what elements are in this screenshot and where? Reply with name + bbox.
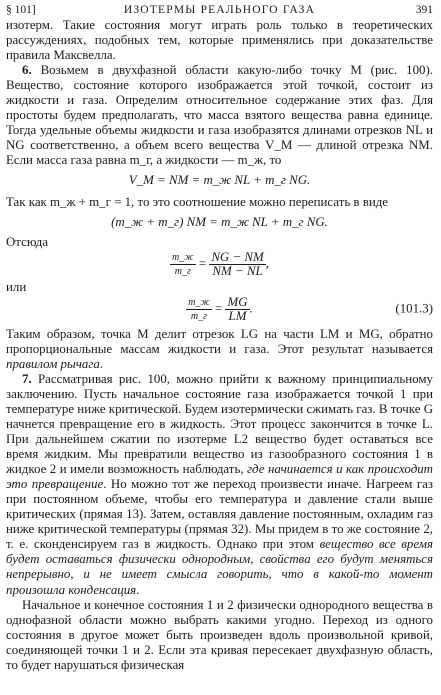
equation-1: V_M = NM = m_ж NL + m_г NG. bbox=[128, 173, 311, 188]
equation-number: (101.3) bbox=[395, 301, 433, 316]
page-header bbox=[6, 4, 433, 18]
paragraph-6 bbox=[6, 63, 433, 168]
paragraph-final: Начальное и конечное состояния 1 и 2 физически однородного вещества в однофазной области можно выбрать какими угодно. Переход из одного состояния в другое может быть произведен вдоль произвольной кривой, соединяющей точки 1 и 2. Если эта кривая пересекает двухфазную область, то будет нарушаться физическая bbox=[6, 597, 433, 672]
running-title: ИЗОТЕРМЫ РЕАЛЬНОГО ГАЗА bbox=[123, 4, 316, 16]
paragraph-7: 7. Рассматривая рис. 100, можно прийти к важному принципиальному заключению. Пусть начальное состояние газа изображается точкой 1 при температуре ниже критической. Будем изотермически сжимать газ. В точке G начнется превращение его в жидкость. Этот процесс закончится в точке L. При дальнейшем сжатии по изотерме L2 вещество будет оставаться все время жидким. Мы превратили вещество из газообразного состояния 1 в жидкое 2 и имели возможность наблюдать, где начинается и как происходит это превращение. Но можно тот же переход произвести иначе. Нагреем газ при постоянном объеме, чтобы его температура и давление стали выше критических (прямая 13). Затем, оставляя давление постоянным, охладим газ ниже критической температуры (прямая 32). Мы придем в то же состояние 2, т. е. сконденсируем газ в жидкость. Однако при этом вещество все время будет оставаться физически однородным, свойства его будут меняться непрерывно, и не имеет смысла говорить, что в какой-то момент произошла конденсация. bbox=[6, 371, 433, 597]
paragraph-rewrite: Так как m_ж + m_г = 1, то это соотношение можно переписать в виде bbox=[6, 194, 389, 209]
eq4-lhs-fraction: $\frac{m\_ж}{m\_г}$ bbox=[188, 296, 210, 322]
lever-rule-term: правилом рычага bbox=[6, 356, 100, 371]
eq3-rhs-fraction: $\frac{NG - NM}{NM - NL}$ bbox=[211, 249, 264, 278]
paragraph-6-text: Возьмем в двухфазной области какую-либо точку M (рис. 100). Вещество, состояние которого изображается этой точкой, состоит из жидкости и газа. Определим относительное содержание этих фаз. Для простоты будем предполагать, что масса взятого вещества равна единице. Тогда удельные объемы жидкости и газа изобразятся длинами отрезков NL и NG соответственно, а объем всего вещества V_M — длиной отрезка NM. Если масса газа равна m_г, а жидкости — m_ж, то bbox=[6, 63, 433, 168]
emphasis-1: где начинается и как происходит это превращение bbox=[6, 462, 433, 492]
emphasis-2: вещество все время будет оставаться физически однородным, свойства его будут меняться непрерывно, и не имеет смысла говорить, что в какой-то момент произошла конденсация bbox=[6, 537, 433, 597]
label-otkuda: Отсюда bbox=[6, 234, 49, 249]
paragraph-lever-rule: Таким образом, точка M делит отрезок LG на части LM и MG, обратно пропорциональные массам жидкости и газа. Этот результат называется правилом рычага. bbox=[6, 326, 433, 371]
section-ref: § 101] bbox=[6, 4, 36, 16]
page-number: 391 bbox=[415, 4, 433, 16]
eq3-lhs-fraction: $\frac{m\_ж}{m\_г}$ bbox=[172, 251, 194, 277]
paragraph-1: изотерм. Такие состояния могут играть роль только в теоретических рассуждениях, подобных тем, которые применялись при доказательстве правила Максвелла. bbox=[6, 18, 433, 63]
equation-4: $\frac{m\_ж}{m\_г}$ = $\frac{MG}{LM}$ . (101.3) bbox=[188, 294, 433, 323]
equation-3: $\frac{m\_ж}{m\_г}$ = $\frac{NG - NM}{NM - NL}$ , bbox=[172, 249, 269, 278]
page-body bbox=[6, 18, 433, 673]
eq4-rhs-fraction: $\frac{MG}{LM}$ bbox=[227, 294, 248, 323]
equation-2: (m_ж + m_г) NM = m_ж NL + m_г NG. bbox=[111, 214, 328, 229]
item-number-7: 7. bbox=[22, 371, 32, 386]
label-ili: или bbox=[6, 279, 27, 294]
item-number-6: 6. bbox=[22, 63, 32, 78]
